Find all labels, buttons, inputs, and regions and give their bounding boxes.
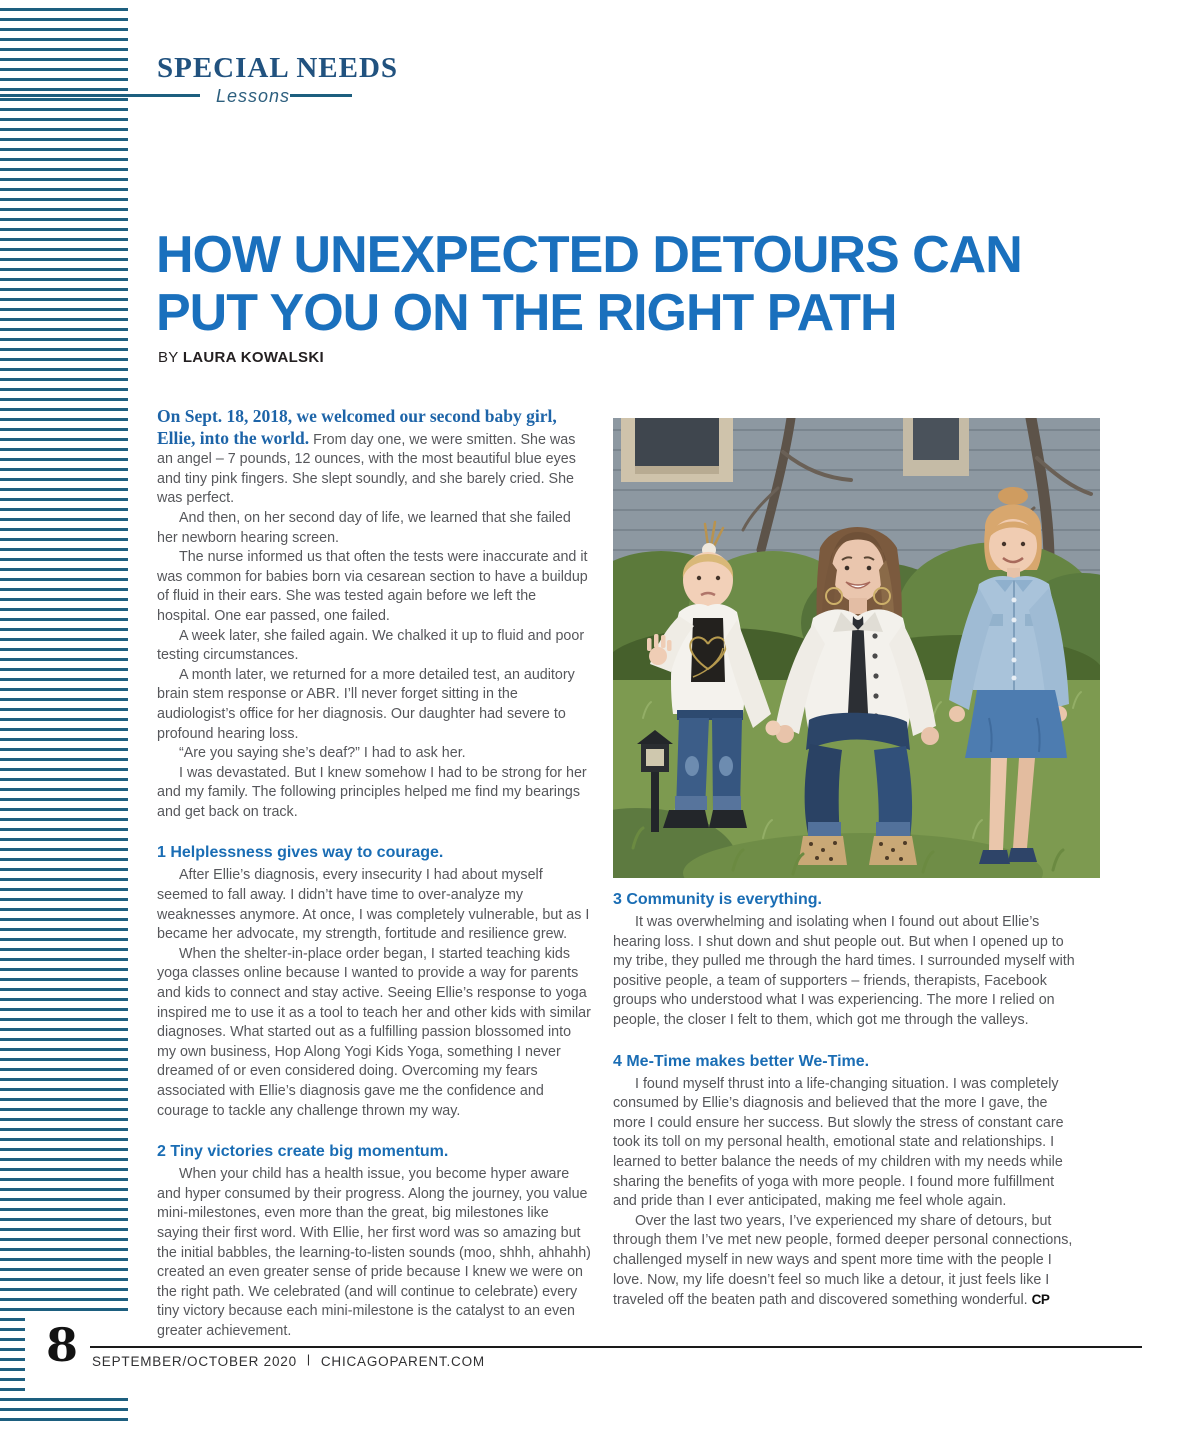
author-name: LAURA KOWALSKI [182,349,324,366]
divider-line-left [0,94,200,97]
window-left [621,418,733,482]
window-middle [903,418,969,476]
section-heading: 3 Community is everything. [613,891,822,908]
byline-prefix: BY [158,349,179,366]
closing-paragraph-text: Over the last two years, I’ve experienced my share of detours, but through them I’ve met new people, formed deeper personal connections, challenged myself in new ways and spent more time with the people I love. Now, my life doesn’t feel so much like a detour, it just feels like I traveled off the beaten path and discovered something wonderful. [613,1212,1073,1309]
footer-text [92,1354,485,1369]
body-paragraph: A month later, we returned for a more detailed test, an auditory brain stem response or ABR. I’ll never forget sitting in the audiologist’s office for her diagnosis. Our daughter had severe to profound hearing loss. [157,666,575,742]
left-column [157,407,593,1342]
right-column [613,891,1081,1311]
page-number: 8 [46,1318,79,1372]
body-paragraph: And then, on her second day of life, we learned that she failed her newborn hearing screen. [157,509,571,546]
body-paragraph: I found myself thrust into a life-changing situation. I was completely consumed by Ellie’s diagnosis and believed that the more I gave, the more I could ensure her success. But slowly the stress of constant care took its toll on my personal health, emotional state and relationships. I learned to better balance the needs of my children with my needs while sharing the benefits of yoga with more people. I found more fulfillment and pride than I ever anticipated, making me feel whole again. [613,1075,1064,1210]
left-stripe-decoration-top [0,8,128,1314]
footer-rule [90,1346,1142,1348]
section-heading: 4 Me-Time makes better We-Time. [613,1052,870,1070]
body-paragraph: When the shelter-in-place order began, I started teaching kids yoga classes online because I wanted to provide a way for parents and kids to connect and stay active. Seeing Ellie’s response to yoga inspired me to use it as a tool to teach her and other kids with similar diagnoses. What started out as a fulfilling passion blossomed into my own business, Hop Along Yogi Kids Yoga, something I never dreamed of or even considered doing. Overcoming my fears associated with Ellie’s diagnosis gave me the confidence and courage to tackle any challenge thrown my way. [157,945,591,1119]
left-stripe-decoration-bottom [0,1398,128,1428]
article-endmark: CP [1031,1292,1050,1308]
body-paragraph: After Ellie’s diagnosis, every insecurity I had about myself seemed to fall away. I didn’t have time to over-analyze my weaknesses anymore. At once, I was completely vulnerable, but as I became her advocate, my strength, fortitude and resilience grew. [157,867,590,943]
lead-paragraph [157,407,593,509]
lead-rest: From day one, we were smitten. She was an angel – 7 pounds, 12 ounces, with the most beautiful blue eyes and tiny pink fingers. She slept soundly, and she barely cried. She was perfect. [157,431,576,507]
section-heading: 1 Helplessness gives way to courage. [157,844,444,862]
body-paragraph: I was devastated. But I knew somehow I had to be strong for her and my family. The following principles helped me find my bearings and get back on track. [157,764,587,820]
byline [158,349,324,366]
body-paragraph: “Are you saying she’s deaf?” I had to ask her. [179,745,466,762]
body-paragraph [613,1212,1081,1311]
divider-line-right [290,94,352,97]
lead-intro: On Sept. 18, 2018, we welcomed our second baby girl, Ellie, into the world. [157,406,557,448]
subsection-label: Lessons [216,86,291,106]
family-photo [613,418,1100,878]
section-heading: 2 Tiny victories create big momentum. [157,1143,449,1161]
body-paragraph: When your child has a health issue, you become hyper aware and hyper consumed by their progress. Along the journey, you value mini-milestones, even more than the great, big milestones like saying their first word. With Ellie, her first word was so amazing but the initial babbles, the learning-to-listen sounds (moo, shhh, ahhahh) created an even greater sense of pride because I knew we were on the right path. We celebrated (and will continue to celebrate) every tiny victory because each mini-milestone is the catalyst to an even greater achievement. [157,1166,591,1339]
issue-date: SEPTEMBER/OCTOBER 2020 [92,1354,297,1369]
photo-illustration [613,418,1100,878]
website-url: CHICAGOPARENT.COM [320,1354,485,1369]
section-title: SPECIAL NEEDS [157,52,399,84]
body-paragraph: A week later, she failed again. We chalked it up to fluid and poor testing circumstances. [157,627,585,664]
body-paragraph: It was overwhelming and isolating when I found out about Ellie’s hearing loss. I shut down and shut people out. But when I opened up to my tribe, they pulled me through the hard times. I surrounded myself with positive people, a team of supporters – friends, therapists, Facebook groups who understood what I was experiencing. The more I relied on people, the closer I felt to them, which got me through the valleys. [613,914,1075,1028]
article-title: HOW UNEXPECTED DETOURS CAN PUT YOU ON THE RIGHT PATH [156,226,1022,343]
footer-separator: | [306,1352,311,1366]
left-stripe-decoration-middle [0,1318,25,1396]
body-paragraph: The nurse informed us that often the tests were inaccurate and it was common for babies born via cesarean section to have a buildup of fluid in their ears. She was tested again before we left the hospital. One ear passed, one failed. [157,549,588,624]
